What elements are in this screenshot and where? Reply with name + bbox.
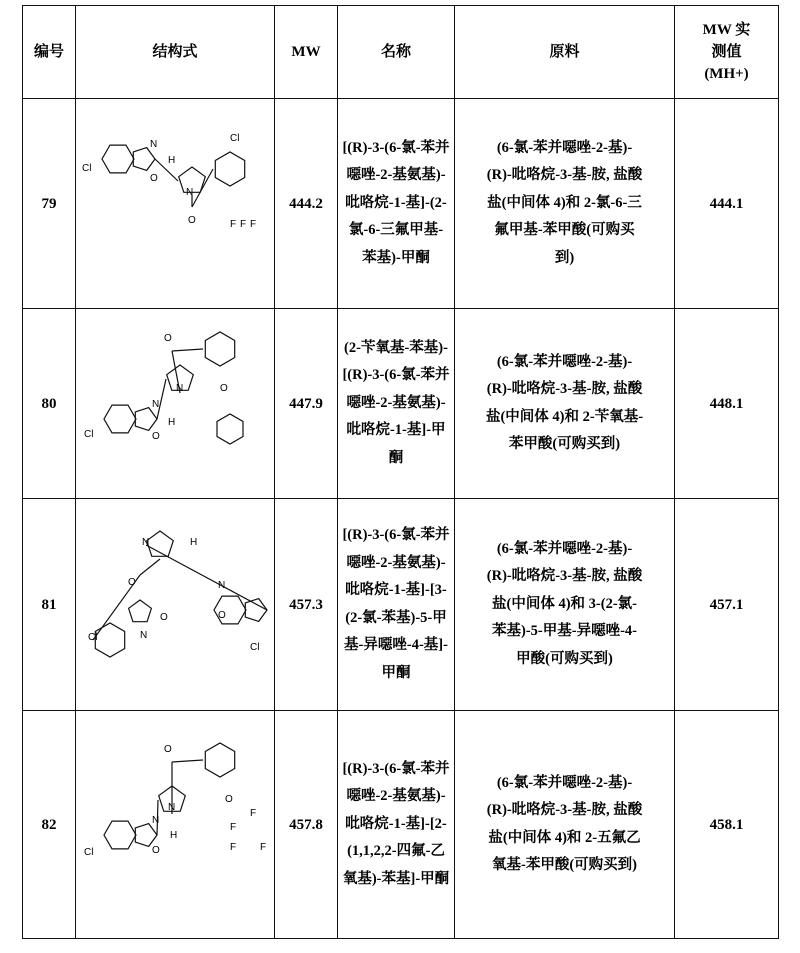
atom-label: O <box>152 431 160 442</box>
aryl-ring <box>205 332 234 366</box>
starting-material: (6-氯-苯并噁唑-2-基)-(R)-吡咯烷-3-基-胺, 盐酸盐(中间体 4)和 2-氯-6-三氟甲基-苯甲酸(可购买到) <box>455 99 675 309</box>
atom-label: O <box>152 845 160 856</box>
atom-label: O <box>160 612 168 623</box>
starting-material: (6-氯-苯并噁唑-2-基)-(R)-吡咯烷-3-基-胺, 盐酸盐(中间体 4)和 2-苄氧基-苯甲酸(可购买到) <box>455 309 675 499</box>
atom-label: Cl <box>84 429 93 440</box>
atom-label: Cl <box>84 847 93 858</box>
starting-material: (6-氯-苯并噁唑-2-基)-(R)-吡咯烷-3-基-胺, 盐酸盐(中间体 4)和 2-五氟乙氧基-苯甲酸(可购买到) <box>455 711 675 939</box>
atom-label: Cl <box>230 133 239 144</box>
atom-label: F <box>250 219 256 230</box>
atom-label: N <box>142 537 149 548</box>
atom-label: H <box>190 537 197 548</box>
atom-label: F <box>250 808 256 819</box>
bond <box>172 760 203 762</box>
atom-label: F <box>230 842 236 853</box>
atom-label: O <box>164 744 172 755</box>
bond <box>146 545 267 610</box>
mw-value: 444.2 <box>275 99 338 309</box>
atom-label: H <box>170 830 177 841</box>
mw-found-value: 448.1 <box>675 309 779 499</box>
structure-cell <box>76 499 275 711</box>
oxazole-ring <box>135 824 157 847</box>
bond <box>172 349 203 351</box>
structure-diagram <box>80 720 270 920</box>
header-mw: MW <box>275 6 338 99</box>
atom-label: N <box>186 187 193 198</box>
atom-label: F <box>230 822 236 833</box>
bond <box>140 559 160 575</box>
atom-label: N <box>218 580 225 591</box>
table-row <box>23 99 779 309</box>
compound-table <box>22 5 779 939</box>
atom-label: O <box>218 610 226 621</box>
atom-label: O <box>188 215 196 226</box>
atom-label: O <box>164 333 172 344</box>
structure-cell <box>76 309 275 499</box>
isoxazole-ring <box>129 600 152 622</box>
table-row <box>23 309 779 499</box>
aryl-ring <box>205 743 234 777</box>
compound-name: [(R)-3-(6-氯-苯并噁唑-2-基氨基)-吡咯烷-1-基]-[2-(1,1,2,2-四氟-乙氧基)-苯基]-甲酮 <box>338 711 455 939</box>
header-name: 名称 <box>338 6 455 99</box>
compound-number: 79 <box>23 99 76 309</box>
structure-cell <box>76 711 275 939</box>
atom-label: N <box>152 399 159 410</box>
header-structure: 结构式 <box>76 6 275 99</box>
structure-diagram <box>80 500 270 700</box>
atom-label: N <box>152 815 159 826</box>
atom-label: N <box>176 383 183 394</box>
structure-cell <box>76 99 275 309</box>
atom-label: H <box>168 155 175 166</box>
atom-label: F <box>240 219 246 230</box>
atom-label: N <box>150 139 157 150</box>
benzene-ring <box>104 821 136 849</box>
atom-label: F <box>230 219 236 230</box>
table-row <box>23 711 779 939</box>
mw-value: 457.8 <box>275 711 338 939</box>
header-mw-found: MW 实测值 (MH+) <box>675 6 779 99</box>
atom-label: O <box>220 383 228 394</box>
oxazole-ring <box>245 599 267 622</box>
compound-name: [(R)-3-(6-氯-苯并噁唑-2-基氨基)-吡咯烷-1-基]-(2-氯-6-三氟甲基-苯基)-甲酮 <box>338 99 455 309</box>
atom-label: N <box>168 802 175 813</box>
benzene-ring <box>104 405 136 433</box>
structure-diagram <box>80 309 270 489</box>
header-material: 原料 <box>455 6 675 99</box>
atom-label: Cl <box>250 642 259 653</box>
header-number: 编号 <box>23 6 76 99</box>
atom-label: H <box>168 417 175 428</box>
aryl-ring <box>95 623 124 657</box>
mw-found-value: 444.1 <box>675 99 779 309</box>
compound-number: 81 <box>23 499 76 711</box>
atom-label: O <box>225 794 233 805</box>
atom-label: F <box>260 842 266 853</box>
compound-number: 82 <box>23 711 76 939</box>
compound-number: 80 <box>23 309 76 499</box>
oxazole-ring <box>133 148 155 171</box>
compound-name: [(R)-3-(6-氯-苯并噁唑-2-基氨基)-吡咯烷-1-基]-[3-(2-氯-苯基)-5-甲基-异噁唑-4-基]-甲酮 <box>338 499 455 711</box>
aryl-ring <box>215 152 244 186</box>
benzene-ring <box>102 145 134 173</box>
mw-found-value: 458.1 <box>675 711 779 939</box>
atom-label: O <box>150 173 158 184</box>
atom-label: N <box>140 630 147 641</box>
mw-value: 447.9 <box>275 309 338 499</box>
mw-value: 457.3 <box>275 499 338 711</box>
header-row <box>23 6 779 99</box>
mw-found-value: 457.1 <box>675 499 779 711</box>
benzyl-ring <box>217 414 243 444</box>
atom-label: O <box>128 577 136 588</box>
atom-label: Cl <box>82 163 91 174</box>
table-row <box>23 499 779 711</box>
atom-label: Cl <box>88 632 97 643</box>
compound-name: (2-苄氧基-苯基)-[(R)-3-(6-氯-苯并噁唑-2-基氨基)-吡咯烷-1-基]-甲酮 <box>338 309 455 499</box>
oxazole-ring <box>135 408 157 431</box>
structure-diagram <box>80 99 270 299</box>
starting-material: (6-氯-苯并噁唑-2-基)-(R)-吡咯烷-3-基-胺, 盐酸盐(中间体 4)和 3-(2-氯-苯基)-5-甲基-异噁唑-4-甲酸(可购买到) <box>455 499 675 711</box>
